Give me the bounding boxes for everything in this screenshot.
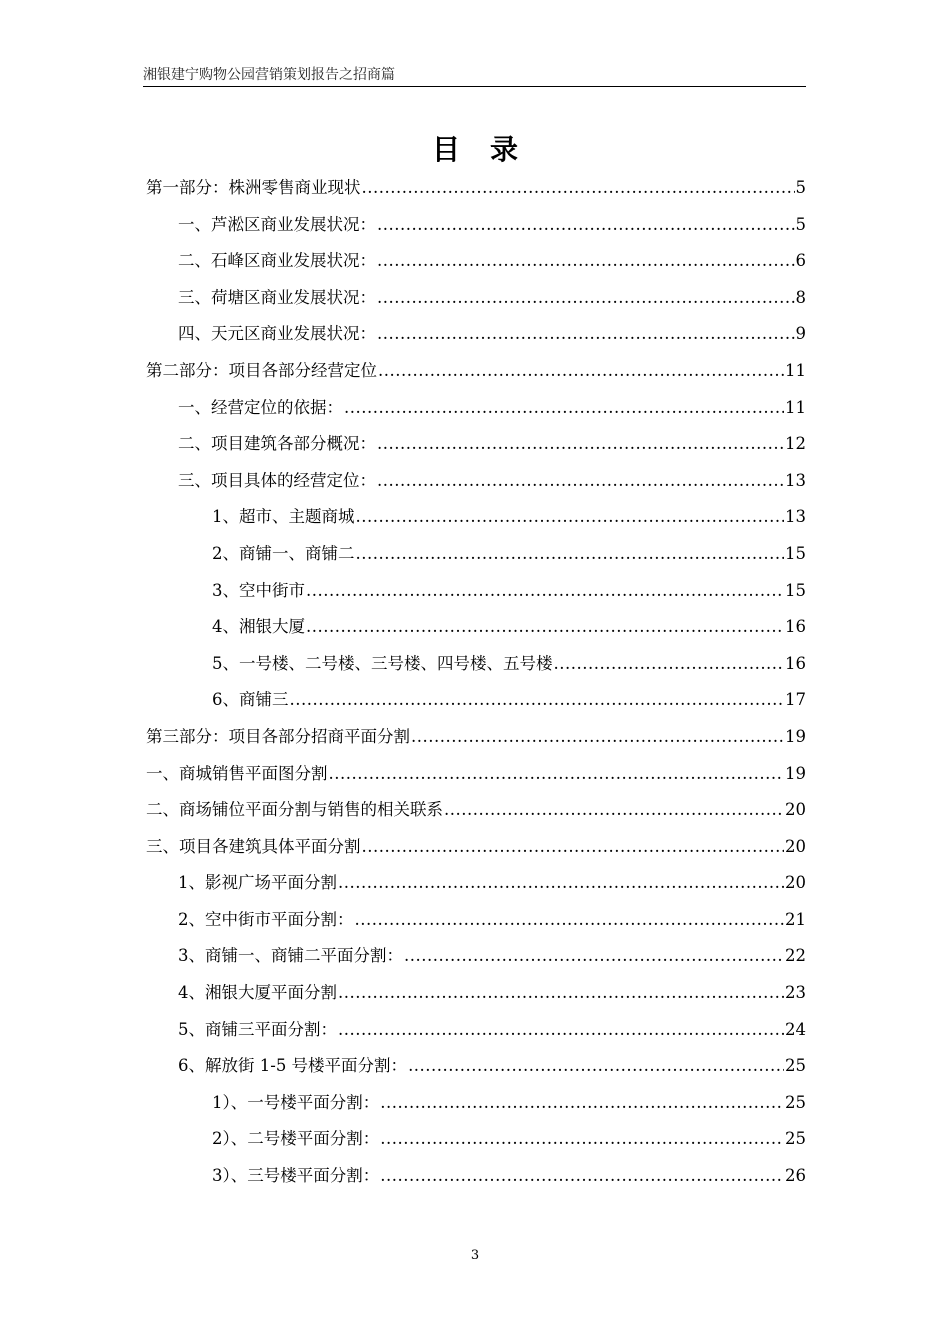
toc-dot-leader <box>362 170 795 207</box>
toc-dot-leader <box>377 426 784 463</box>
toc-entry-label: 第三部分：项目各部分招商平面分割 <box>146 726 410 746</box>
toc-entry-label: 1、超市、主题商城 <box>212 507 355 527</box>
toc-entry-label: 5、商铺三平面分割： <box>178 1019 337 1039</box>
toc-entry-label: 二、石峰区商业发展状况： <box>178 251 376 271</box>
toc-dot-leader <box>380 1158 784 1195</box>
toc-entry-label: 一、商城销售平面图分割 <box>146 763 328 783</box>
toc-entry-label: 二、项目建筑各部分概况： <box>178 434 376 454</box>
toc-entry-label: 一、芦淞区商业发展状况： <box>178 214 376 234</box>
toc-entry-page: 20 <box>785 800 806 820</box>
toc-entry[interactable] <box>146 902 806 939</box>
toc-entry-page: 20 <box>785 873 806 893</box>
toc-dot-leader <box>306 609 784 646</box>
toc-dot-leader <box>404 938 784 975</box>
toc-entry-page: 25 <box>785 1092 806 1112</box>
toc-entry-label: 2）、二号楼平面分割： <box>212 1129 380 1149</box>
toc-entry[interactable] <box>146 938 806 975</box>
toc-entry[interactable] <box>146 170 806 207</box>
toc-dot-leader <box>356 499 785 536</box>
toc-dot-leader <box>362 829 785 866</box>
toc-dot-leader <box>380 1085 784 1122</box>
toc-entry-page: 26 <box>785 1166 806 1186</box>
toc-dot-leader <box>377 316 795 353</box>
toc-dot-leader <box>378 353 784 390</box>
toc-entry-page: 5 <box>795 214 806 234</box>
toc-dot-leader <box>356 536 785 573</box>
toc-entry-page: 15 <box>785 543 806 563</box>
toc-entry-label: 第二部分：项目各部分经营定位 <box>146 360 377 380</box>
toc-entry-label: 二、商场铺位平面分割与销售的相关联系 <box>146 800 443 820</box>
toc-entry-label: 6、解放街 1-5 号楼平面分割： <box>178 1056 408 1076</box>
toc-dot-leader <box>355 902 785 939</box>
toc-entry-page: 19 <box>785 763 806 783</box>
table-of-contents <box>146 170 806 1195</box>
toc-entry-label: 一、经营定位的依据： <box>178 397 343 417</box>
toc-entry-page: 17 <box>785 690 806 710</box>
toc-dot-leader <box>444 792 784 829</box>
toc-entry-page: 12 <box>785 434 806 454</box>
toc-dot-leader <box>338 975 784 1012</box>
toc-entry-page: 16 <box>785 617 806 637</box>
toc-entry[interactable] <box>146 682 806 719</box>
toc-entry[interactable] <box>146 646 806 683</box>
toc-entry-page: 24 <box>785 1019 806 1039</box>
toc-entry[interactable] <box>146 1158 806 1195</box>
toc-dot-leader <box>408 1048 784 1085</box>
toc-entry[interactable] <box>146 865 806 902</box>
toc-entry-page: 21 <box>785 909 806 929</box>
toc-entry-page: 11 <box>785 397 806 417</box>
toc-entry[interactable] <box>146 719 806 756</box>
toc-entry-label: 第一部分：株洲零售商业现状 <box>146 178 361 197</box>
toc-entry-label: 1、影视广场平面分割 <box>178 873 337 893</box>
toc-entry-label: 2、空中街市平面分割： <box>178 909 354 929</box>
toc-entry[interactable] <box>146 829 806 866</box>
toc-entry-label: 4、湘银大厦 <box>212 617 305 637</box>
toc-dot-leader <box>377 280 795 317</box>
toc-dot-leader <box>338 1012 784 1049</box>
running-header: 湘银建宁购物公园营销策划报告之招商篇 <box>143 66 806 87</box>
toc-dot-leader <box>290 682 785 719</box>
toc-dot-leader <box>377 243 795 280</box>
toc-entry[interactable] <box>146 1048 806 1085</box>
toc-entry-page: 22 <box>785 946 806 966</box>
toc-dot-leader <box>377 207 795 244</box>
toc-entry[interactable] <box>146 792 806 829</box>
toc-entry-label: 5、一号楼、二号楼、三号楼、四号楼、五号楼 <box>212 653 553 673</box>
toc-entry-label: 四、天元区商业发展状况： <box>178 324 376 344</box>
toc-dot-leader <box>306 573 784 610</box>
toc-entry[interactable] <box>146 207 806 244</box>
toc-entry-page: 25 <box>785 1129 806 1149</box>
toc-dot-leader <box>380 1121 784 1158</box>
toc-dot-leader <box>338 865 784 902</box>
toc-entry-label: 3、商铺一、商铺二平面分割： <box>178 946 403 966</box>
toc-dot-leader <box>377 463 784 500</box>
toc-entry[interactable] <box>146 756 806 793</box>
toc-entry-page: 23 <box>785 983 806 1003</box>
toc-entry-label: 6、商铺三 <box>212 690 289 710</box>
toc-entry[interactable] <box>146 243 806 280</box>
toc-entry-label: 4、湘银大厦平面分割 <box>178 983 337 1003</box>
toc-entry-page: 8 <box>795 287 806 307</box>
toc-entry[interactable] <box>146 1012 806 1049</box>
toc-entry-page: 9 <box>795 324 806 344</box>
toc-entry[interactable] <box>146 280 806 317</box>
page-number: 3 <box>470 1248 480 1263</box>
toc-entry[interactable] <box>146 316 806 353</box>
toc-entry-page: 6 <box>795 251 806 271</box>
toc-entry-label: 三、项目具体的经营定位： <box>178 470 376 490</box>
toc-entry[interactable] <box>146 609 806 646</box>
toc-entry-label: 三、项目各建筑具体平面分割 <box>146 836 361 856</box>
toc-entry-page: 5 <box>795 178 806 197</box>
toc-entry-page: 20 <box>785 836 806 856</box>
toc-entry-page: 16 <box>785 653 806 673</box>
toc-entry-label: 3、空中街市 <box>212 580 305 600</box>
toc-entry[interactable] <box>146 463 806 500</box>
toc-entry[interactable] <box>146 499 806 536</box>
toc-dot-leader <box>554 646 785 683</box>
toc-entry-page: 13 <box>785 470 806 490</box>
toc-title: 目录 <box>431 133 548 166</box>
toc-dot-leader <box>344 390 784 427</box>
toc-entry[interactable] <box>146 536 806 573</box>
toc-entry-page: 25 <box>785 1056 806 1076</box>
toc-entry[interactable] <box>146 573 806 610</box>
toc-entry[interactable] <box>146 1085 806 1122</box>
toc-entry-page: 13 <box>785 507 806 527</box>
toc-entry-page: 15 <box>785 580 806 600</box>
toc-dot-leader <box>329 756 785 793</box>
toc-entry-label: 1）、一号楼平面分割： <box>212 1092 380 1112</box>
toc-entry-label: 2、商铺一、商铺二 <box>212 543 355 563</box>
toc-entry[interactable] <box>146 975 806 1012</box>
toc-entry[interactable] <box>146 353 806 390</box>
toc-entry-label: 3）、三号楼平面分割： <box>212 1166 380 1186</box>
toc-entry[interactable] <box>146 1121 806 1158</box>
toc-dot-leader <box>411 719 784 756</box>
toc-entry-page: 11 <box>785 360 806 380</box>
toc-entry[interactable] <box>146 390 806 427</box>
toc-entry-label: 三、荷塘区商业发展状况： <box>178 287 376 307</box>
toc-entry[interactable] <box>146 426 806 463</box>
toc-entry-page: 19 <box>785 726 806 746</box>
